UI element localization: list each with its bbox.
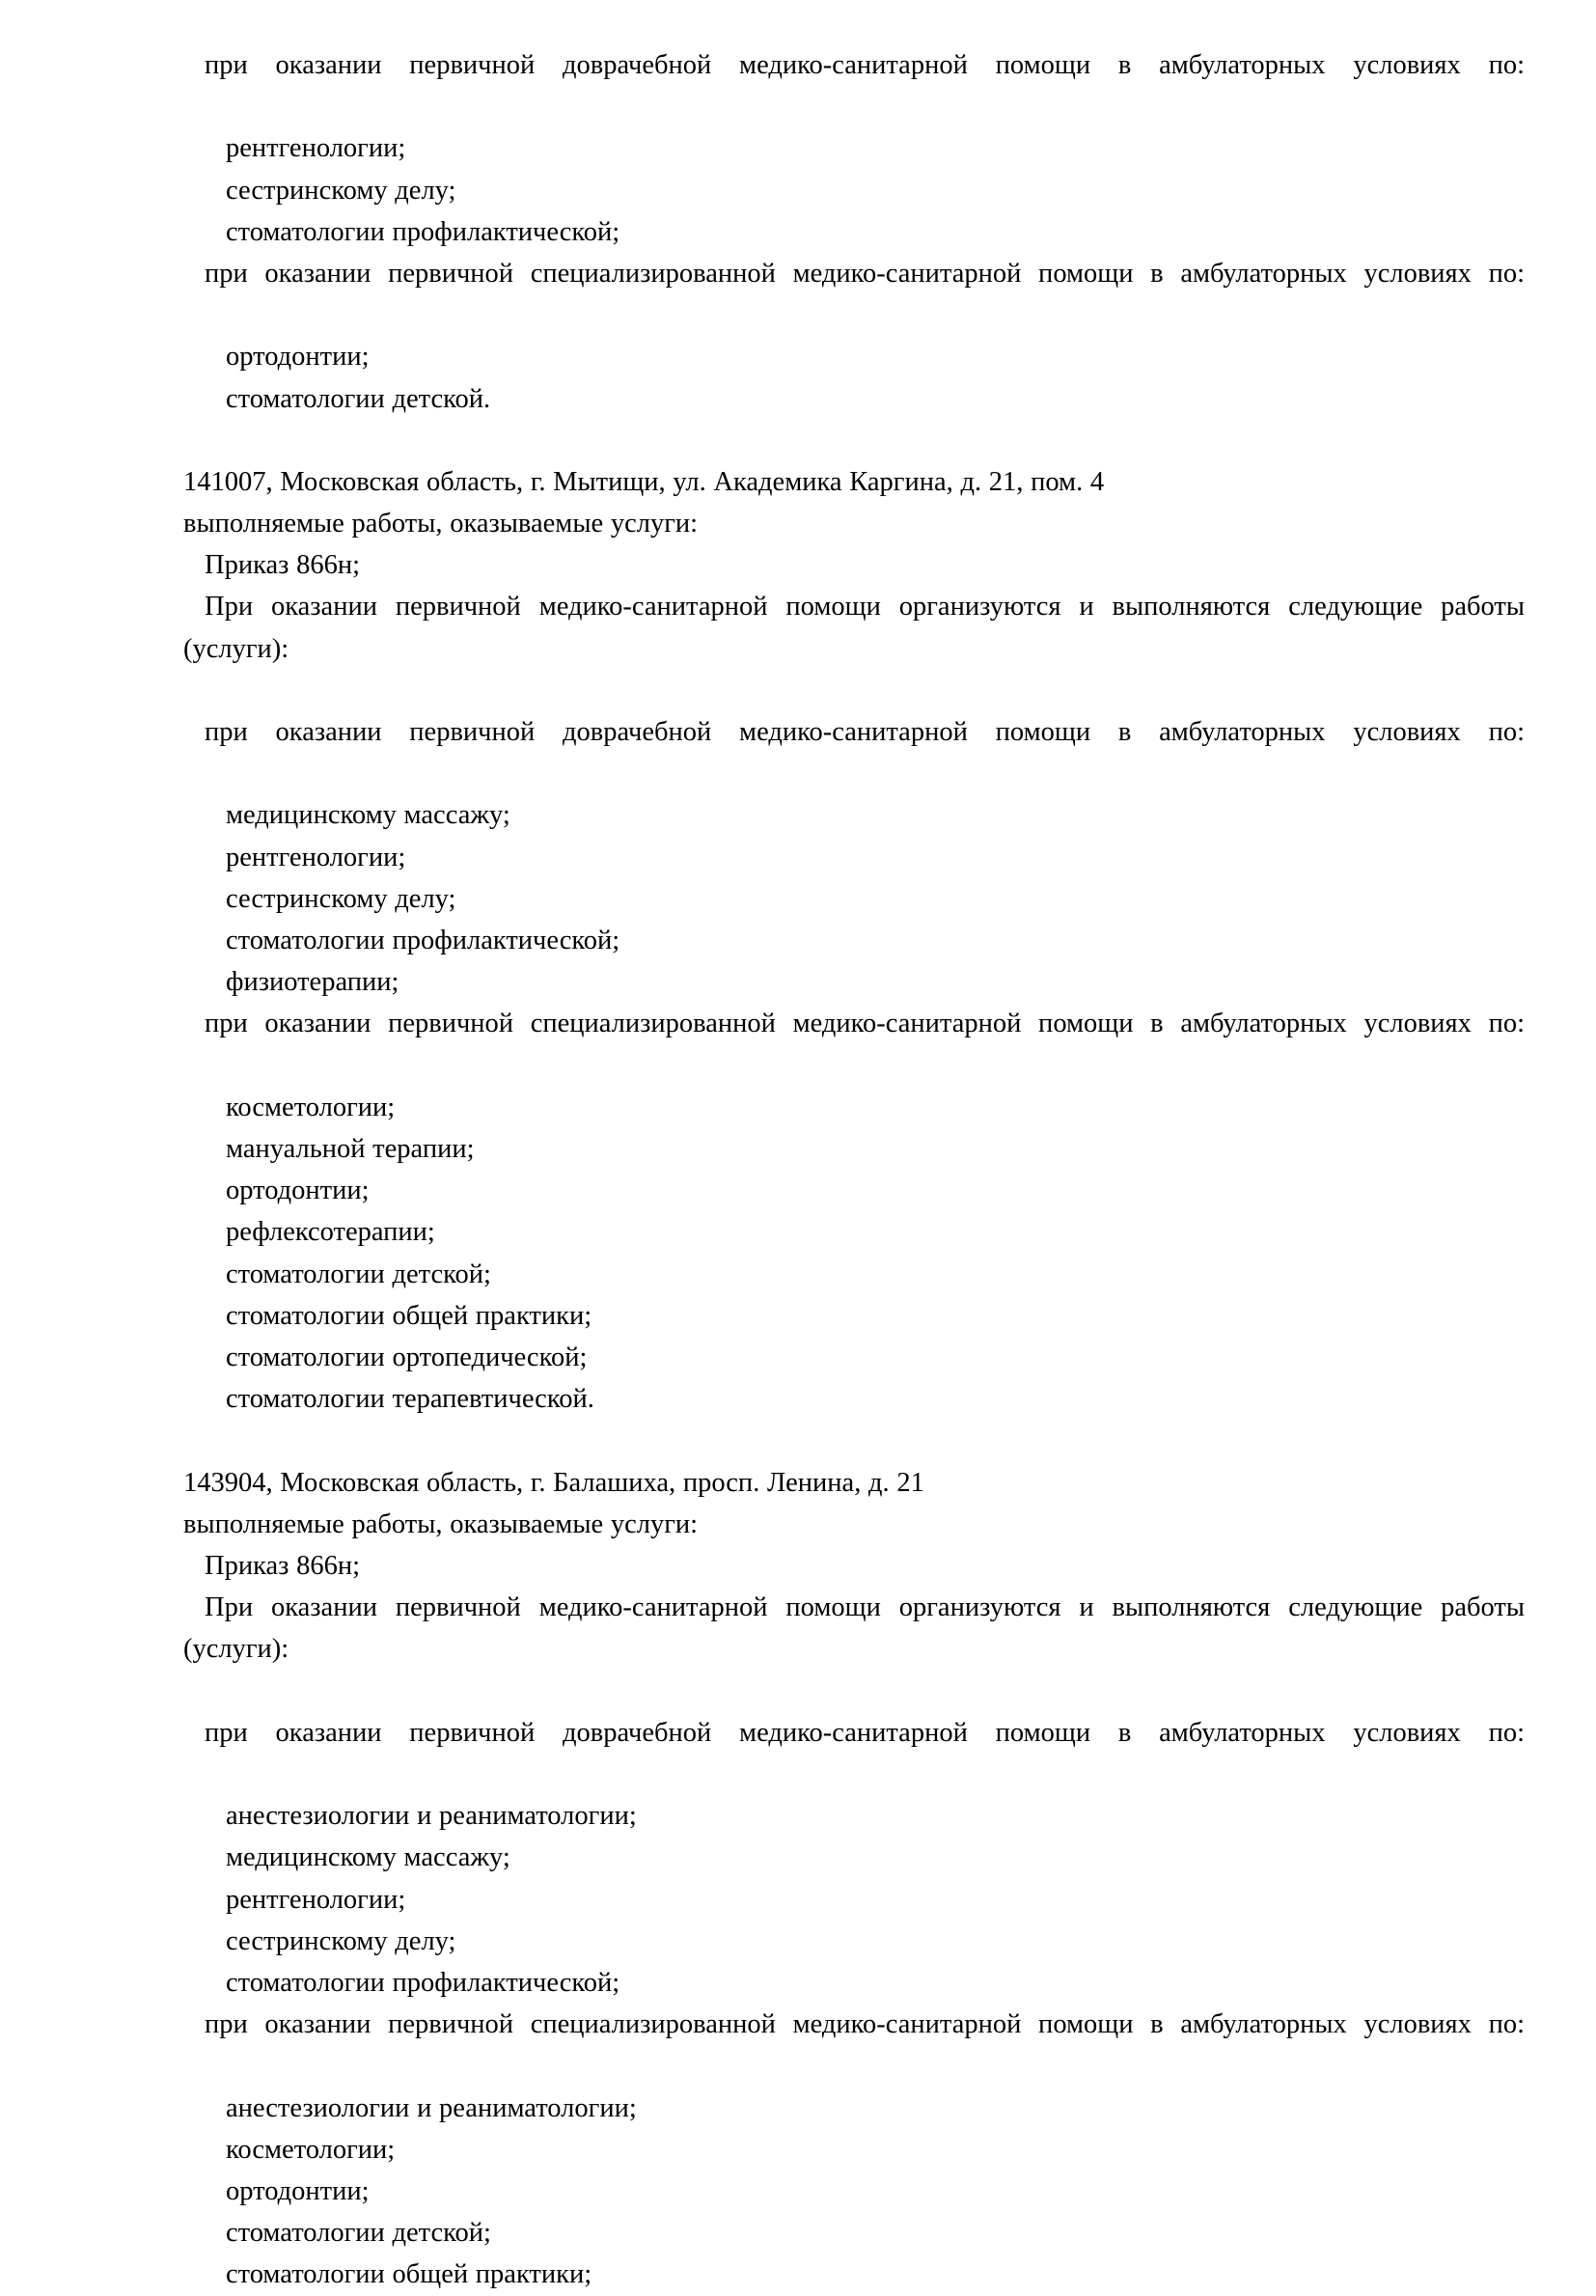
service-item: стоматологии детской;: [226, 2218, 491, 2249]
intro-paragraph: При оказании первичной медико-санитарной помощи организуются и выполняются следующие работы (услуги):: [183, 1592, 1525, 1665]
service-item: стоматологии общей практики;: [226, 2259, 592, 2290]
service-item: мануальной терапии;: [226, 1134, 475, 1165]
service-item: стоматологии профилактической;: [226, 1967, 620, 1998]
service-item: ортодонтии;: [226, 1176, 370, 1206]
service-item: стоматологии профилактической;: [226, 926, 620, 956]
service-item: стоматологии профилактической;: [226, 216, 620, 247]
service-item: стоматологии терапевтической.: [226, 1384, 594, 1415]
specialized-care-paragraph: при оказании первичной специализированной медико-санитарной помощи в амбулаторных условиях по:: [205, 1009, 1525, 1039]
service-item: косметологии;: [226, 2134, 396, 2165]
primary-care-paragraph: при оказании первичной доврачебной медико-санитарной помощи в амбулаторных условиях по:: [205, 50, 1525, 80]
primary-care-paragraph: при оказании первичной доврачебной медико-санитарной помощи в амбулаторных условиях по:: [205, 717, 1525, 748]
order-reference: Приказ 866н;: [205, 1550, 361, 1581]
services-label: выполняемые работы, оказываемые услуги:: [183, 509, 699, 539]
service-item: ортодонтии;: [226, 342, 370, 373]
service-item: медицинскому массажу;: [226, 1842, 510, 1873]
service-item: рентгенологии;: [226, 1884, 406, 1915]
document-body: [183, 44, 1525, 2296]
service-item: рентгенологии;: [226, 133, 406, 164]
service-item: рентгенологии;: [226, 842, 406, 872]
service-item: сестринскому делу;: [226, 175, 456, 206]
service-item: сестринскому делу;: [226, 883, 456, 914]
address-section: [183, 461, 1525, 1421]
facility-address: 141007, Московская область, г. Мытищи, ул. Академика Каргина, д. 21, пом. 4: [183, 466, 1105, 497]
service-item: анестезиологии и реаниматологии;: [226, 2092, 637, 2123]
primary-care-paragraph: при оказании первичной доврачебной медико-санитарной помощи в амбулаторных условиях по:: [205, 1717, 1525, 1748]
service-item: ортодонтии;: [226, 2175, 370, 2206]
section-spacer: [183, 1421, 1525, 1462]
service-item: анестезиологии и реаниматологии;: [226, 1801, 637, 1832]
service-item: стоматологии детской.: [226, 383, 491, 414]
service-item: стоматологии детской;: [226, 1259, 491, 1289]
service-item: рефлексотерапии;: [226, 1217, 435, 1248]
intro-paragraph: При оказании первичной медико-санитарной помощи организуются и выполняются следующие работы (услуги):: [183, 592, 1525, 664]
specialized-care-paragraph: при оказании первичной специализированной медико-санитарной помощи в амбулаторных условиях по:: [205, 2009, 1525, 2040]
continued-section: [183, 44, 1525, 420]
specialized-care-paragraph: при оказании первичной специализированной медико-санитарной помощи в амбулаторных условиях по:: [205, 259, 1525, 290]
section-spacer: [183, 420, 1525, 461]
address-section: [183, 1462, 1525, 2296]
service-item: стоматологии ортопедической;: [226, 1342, 588, 1373]
service-item: физиотерапии;: [226, 967, 399, 998]
service-item: косметологии;: [226, 1092, 396, 1122]
facility-address: 143904, Московская область, г. Балашиха, просп. Ленина, д. 21: [183, 1467, 924, 1498]
order-reference: Приказ 866н;: [205, 550, 361, 581]
service-item: сестринскому делу;: [226, 1925, 456, 1956]
service-item: стоматологии общей практики;: [226, 1300, 592, 1331]
services-label: выполняемые работы, оказываемые услуги:: [183, 1508, 699, 1539]
service-item: медицинскому массажу;: [226, 800, 510, 831]
